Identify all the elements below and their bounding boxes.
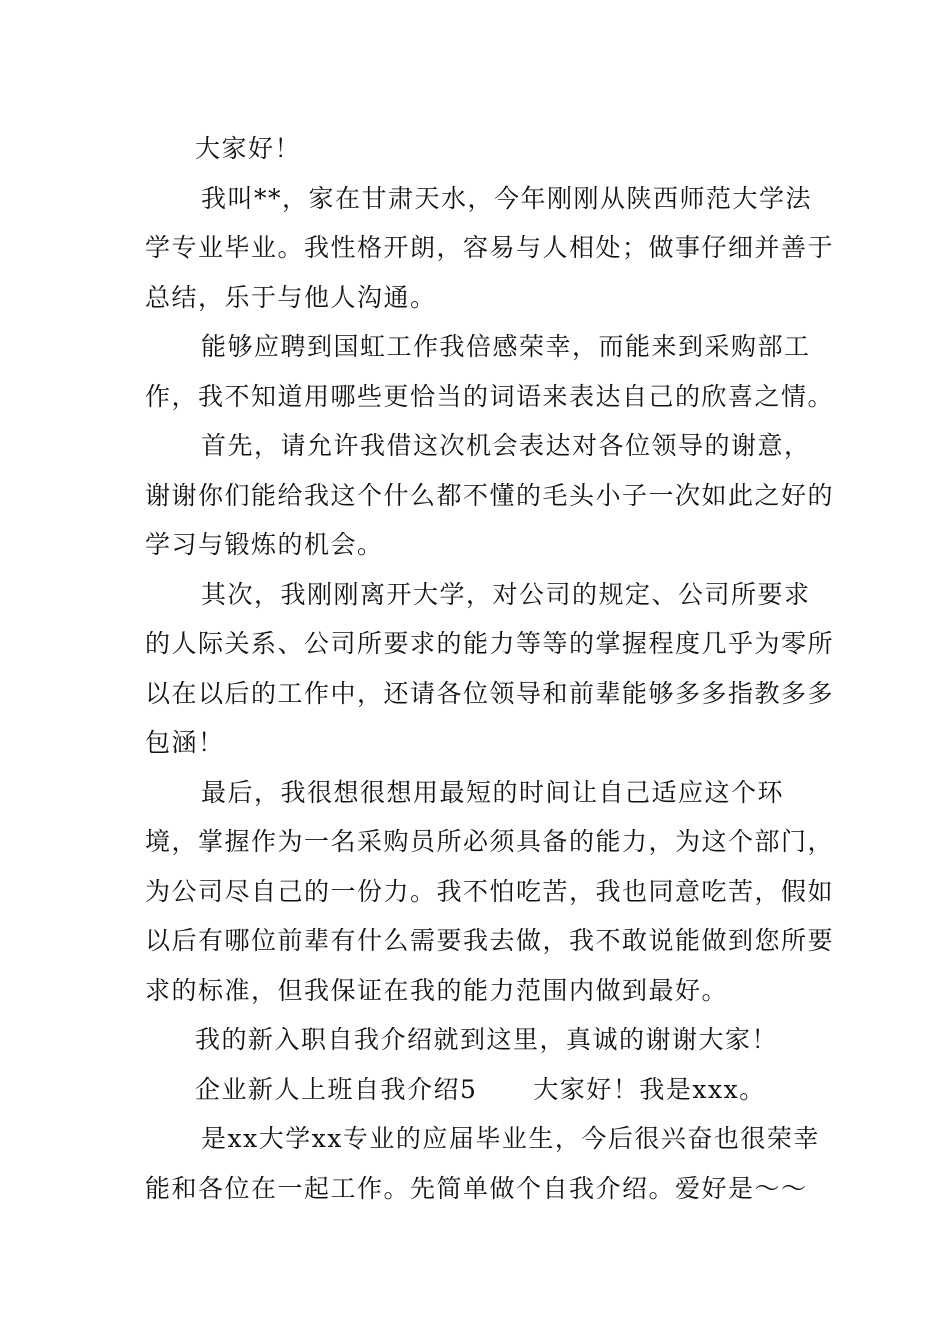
section-greeting: 大家好！我是xxx。: [533, 1074, 766, 1104]
paragraph-last: 最后，我很想很想用最短的时间让自己适应这个环境，掌握作为一名采购员所必须具备的能力，为这个部门，为公司尽自己的一份力。我不怕吃苦，我也同意吃苦，假如以后有哪位前辈有什么需要我去做，我不敢说能做到您所要求的标准，但我保证在我的能力范围内做到最好。: [145, 777, 835, 1005]
paragraph-second: 其次，我刚刚离开大学，对公司的规定、公司所要求的人际关系、公司所要求的能力等等的掌握程度几乎为零所以在以后的工作中，还请各位领导和前辈能够多多指教多多包涵！: [145, 579, 835, 757]
section-heading-line: [145, 1065, 835, 1115]
paragraph-thanks: 首先，请允许我借这次机会表达对各位领导的谢意，谢谢你们能给我这个什么都不懂的毛头小子一次如此之好的学习与锻炼的机会。: [145, 431, 835, 559]
document-body: [145, 124, 835, 1213]
paragraph-greeting: 大家好！: [195, 134, 302, 163]
section-title: 企业新人上班自我介绍5: [195, 1074, 478, 1104]
paragraph-intro: 我叫**，家在甘肃天水，今年刚刚从陕西师范大学法学专业毕业。我性格开朗，容易与人相处；做事仔细并善于总结，乐于与他人沟通。: [145, 183, 835, 312]
paragraph-final: 是xx大学xx专业的应届毕业生，今后很兴奋也很荣幸能和各位在一起工作。先简单做个自我介绍。爱好是～～: [145, 1124, 820, 1203]
paragraph-closing: 我的新入职自我介绍就到这里，真诚的谢谢大家！: [195, 1025, 779, 1054]
paragraph-honor: 能够应聘到国虹工作我倍感荣幸，而能来到采购部工作，我不知道用哪些更恰当的词语来表达自己的欣喜之情。: [145, 332, 835, 411]
